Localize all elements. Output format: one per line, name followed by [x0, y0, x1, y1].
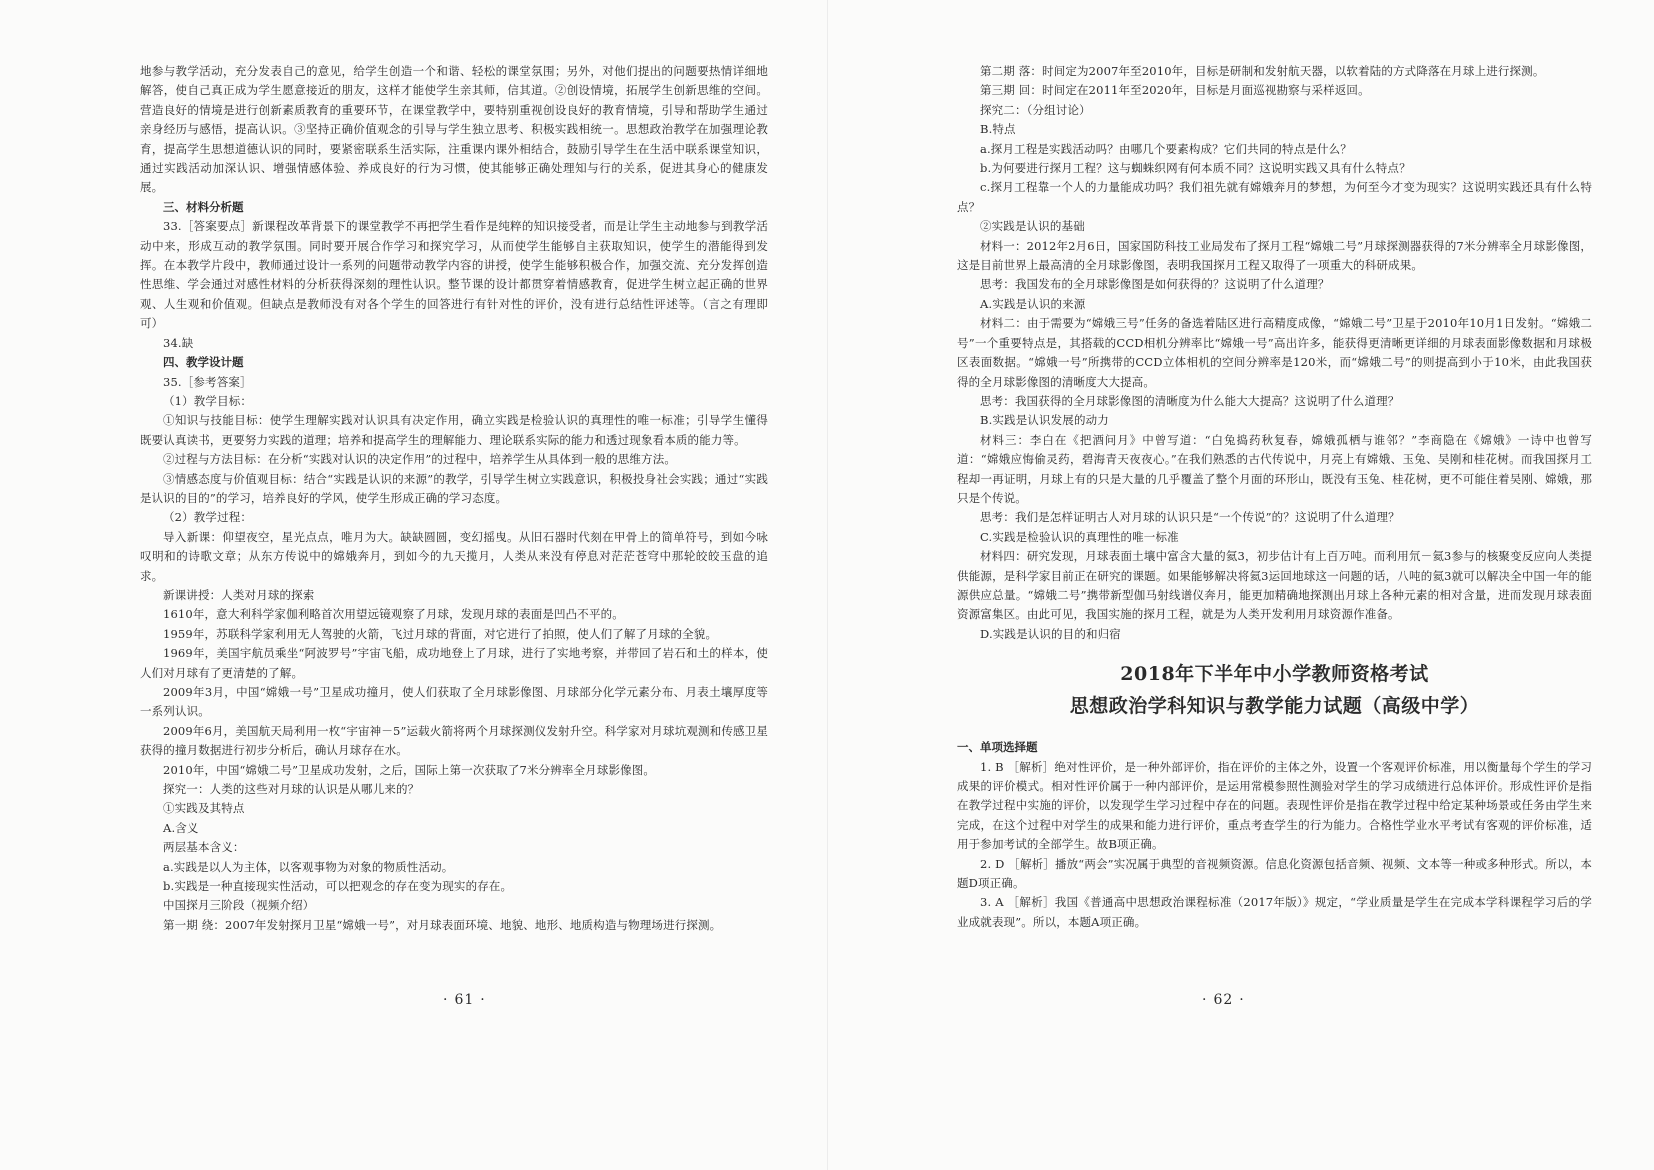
- paragraph: 材料三：李白在《把酒问月》中曾写道：“白兔捣药秋复春，嫦娥孤栖与谁邻？”李商隐在《嫦娥》一诗中也曾写道：“嫦娥应悔偷灵药，碧海青天夜夜心。”在我们熟悉的古代传说中，月亮上有嫦娥、玉兔、吴刚和桂花树。而我国探月工程却一再证明，月球上有的只是大量的几乎覆盖了整个月面的环形山，既没有玉兔、桂花树，更不可能住着吴刚、嫦娥，那只是个传说。: [957, 432, 1592, 505]
- paragraph: a.实践是以人为主体，以客观事物为对象的物质性活动。: [163, 859, 454, 874]
- paragraph: 34.缺: [163, 335, 194, 350]
- paragraph: 思考：我国获得的全月球影像图的清晰度为什么能大大提高？这说明了什么道理？: [980, 393, 1400, 408]
- paragraph: a.探月工程是实践活动吗？由哪几个要素构成？它们共同的特点是什么？: [980, 141, 1352, 156]
- paragraph: b.为何要进行探月工程？这与蜘蛛织网有何本质不同？这说明实践又具有什么特点？: [980, 161, 1411, 176]
- left-page-number-value: 61: [454, 992, 475, 1008]
- paragraph: 材料四：研究发现，月球表面土壤中富含大量的氦3，初步估计有上百万吨。而利用氘－氦3参与的核聚变反应向人类提供能源，是科学家目前正在研究的课题。如果能够解决将氦3运回地球这一问题的话，八吨的氦3就可以解决全中国一年的能源供应总量。“嫦娥二号”携带新型伽马射线谱仪奔月，能更加精确地探测出月球上各种元素的相对含量，进而发现月球表面资源富集区。由此可见，我国实施的探月工程，就是为人类开发利用月球资源作准备。: [957, 549, 1592, 622]
- paragraph: 2. D ［解析］播放“两会”实况属于典型的音视频资源。信息化资源包括音频、视频、文本等一种或多种形式。所以，本题D项正确。: [957, 856, 1592, 891]
- paragraph: D.实践是认识的目的和归宿: [980, 626, 1121, 641]
- paragraph: 33.［答案要点］新课程改革背景下的课堂教学不再把学生看作是纯粹的知识接受者，而是让学生主动地参与到教学活动中来，形成互动的教学氛围。同时要开展合作学习和探究学习，从而使学生能够自主获取知识，使学生的潜能得到发挥。在本教学片段中，教师通过设计一系列的问题带动教学内容的讲授，使学生能够积极合作，加强交流、充分发挥创造性思维、学会通过对感性材料的分析获得深刻的理性认识。整节课的设计都贯穿着情感教育，促进学生树立起正确的世界观、人生观和价值观。但缺点是教师没有对各个学生的回答进行有针对性的评价，没有进行总结性评述等。（言之有理即可）: [140, 219, 768, 331]
- paragraph: 材料一：2012年2月6日，国家国防科技工业局发布了探月工程“嫦娥二号”月球探测器获得的7米分辨率全月球影像图，这是目前世界上最高清的全月球影像图，表明我国探月工程又取得了一项重大的科研成果。: [957, 238, 1592, 273]
- paragraph: 思考：我们是怎样证明古人对月球的认识只是“一个传说”的？这说明了什么道理？: [980, 510, 1400, 525]
- paragraph: 第三期 回：时间定在2011年至2020年，目标是月面巡视勘察与采样返回。: [980, 83, 1370, 98]
- paragraph: 材料二：由于需要为“嫦娥三号”任务的备选着陆区进行高精度成像，“嫦娥二号”卫星于2010年10月1日发射。“嫦娥二号”一个重要特点是，其搭载的CCD相机分辨率比“嫦娥一号”高出许多，能获得更清晰更详细的月球表面影像数据和月球极区表面数据。“嫦娥一号”所携带的CCD立体相机的空间分辨率是120米，而“嫦娥二号”的则提高到小于10米，由此我国获得的全月球影像图的清晰度大大提高。: [957, 316, 1592, 389]
- section-heading: 一、单项选择题: [957, 740, 1038, 755]
- paragraph: 1. B ［解析］绝对性评价，是一种外部评价，指在评价的主体之外，设置一个客观评价标准，用以衡量每个学生的学习成果的评价模式。相对性评价属于一种内部评价，是运用常模参照性测验对学生的学习成绩进行总体评价。形成性评价是指在教学过程中实施的评价，以发现学生学习过程中存在的问题。表现性评价是指在教学过程中给定某种场景或任务由学生来完成，在这个过程中对学生的成果和能力进行评价，重点考查学生的行为能力。合格性学业水平考试有客观的评价标准，适用于参加考试的全部学生。故B项正确。: [957, 759, 1592, 852]
- paragraph: 探究一：人类的这些对月球的认识是从哪儿来的？: [163, 782, 420, 797]
- paragraph: 两层基本含义：: [163, 840, 245, 855]
- exam-title-block: [957, 658, 1592, 722]
- paragraph: 2009年3月，中国“嫦娥一号”卫星成功撞月，使人们获取了全月球影像图、月球部分化学元素分布、月表土壤厚度等一系列认识。: [140, 685, 768, 719]
- right-page-text: [957, 62, 1592, 932]
- paragraph: c.探月工程靠一个人的力量能成功吗？我们祖先就有嫦娥奔月的梦想，为何至今才变为现实？这说明实践还具有什么特点？: [957, 180, 1592, 214]
- right-page-number: · 62 ·: [1202, 992, 1245, 1008]
- paragraph: C.实践是检验认识的真理性的唯一标准: [980, 529, 1179, 544]
- right-page: [827, 0, 1654, 1170]
- paragraph: 中国探月三阶段（视频介绍）: [163, 898, 315, 913]
- paragraph: 导入新课：仰望夜空，星光点点，唯月为大。缺缺圆圆，变幻摇曳。从旧石器时代刻在甲骨上的简单符号，到如今咏叹明和的诗歌文章；从东方传说中的嫦娥奔月，到如今的九天揽月，人类从来没有停息对茫茫苍穹中那轮皎皎玉盘的追求。: [140, 529, 768, 583]
- paragraph: B.实践是认识发展的动力: [980, 413, 1109, 428]
- section-heading: 三、材料分析题: [163, 199, 244, 214]
- right-page-paragraphs: [957, 62, 1592, 644]
- paragraph: 第二期 落：时间定为2007年至2010年，目标是研制和发射航天器，以软着陆的方式降落在月球上进行探测。: [980, 64, 1545, 78]
- paragraph: 探究二：（分组讨论）: [980, 102, 1091, 117]
- paragraph: A.含义: [163, 820, 199, 835]
- paragraph: （2）教学过程：: [163, 510, 253, 525]
- left-page-number: · 61 ·: [443, 992, 486, 1008]
- exam-title-line-2: 思想政治学科知识与教学能力试题（高级中学）: [1069, 695, 1480, 718]
- paragraph: B.特点: [980, 122, 1016, 137]
- paragraph: 第一期 绕：2007年发射探月卫星“嫦娥一号”，对月球表面环境、地貌、地形、地质构造与物理场进行探测。: [163, 917, 722, 932]
- paragraph: 1969年，美国宇航员乘坐“阿波罗号”宇宙飞船，成功地登上了月球，进行了实地考察，并带回了岩石和土的样本，使人们对月球有了更清楚的了解。: [140, 646, 768, 680]
- paragraph: ②过程与方法目标：在分析“实践对认识的决定作用”的过程中，培养学生从具体到一般的思维方法。: [163, 452, 677, 467]
- paragraph: A.实践是认识的来源: [980, 296, 1086, 311]
- paragraph: 2009年6月，美国航天局利用一枚“宇宙神－5”运载火箭将两个月球探测仪发射升空。科学家对月球坑观测和传感卫星获得的撞月数据进行初步分析后，确认月球存在水。: [140, 723, 768, 758]
- right-page-number-value: 62: [1213, 992, 1234, 1008]
- paragraph: 3. A ［解析］我国《普通高中思想政治课程标准（2017年版）》规定，“学业质量是学生在完成本学科课程学习后的学业成就表现”。所以，本题A项正确。: [957, 895, 1592, 929]
- section-heading: 四、教学设计题: [163, 355, 244, 370]
- paragraph: 思考：我国发布的全月球影像图是如何获得的？这说明了什么道理？: [980, 277, 1330, 292]
- answer-explanations: [957, 758, 1592, 933]
- paragraph: ①知识与技能目标：使学生理解实践对认识具有决定作用，确立实践是检验认识的真理性的唯一标准；引导学生懂得既要认真读书，更要努力实践的道理；培养和提高学生的理解能力、理论联系实际的能力和透过现象看本质的能力等。: [140, 413, 768, 447]
- paragraph: ③情感态度与价值观目标：结合“实践是认识的来源”的教学，引导学生树立实践意识，积极投身社会实践；通过“实践是认识的目的”的学习，培养良好的学风，使学生形成正确的学习态度。: [140, 471, 768, 505]
- paragraph: 2010年，中国“嫦娥二号”卫星成功发射，之后，国际上第一次获取了7米分辨率全月球影像图。: [163, 762, 656, 777]
- left-page-text: [140, 62, 768, 935]
- paragraph: 新课讲授：人类对月球的探索: [163, 587, 315, 602]
- paragraph: b.实践是一种直接现实性活动，可以把观念的存在变为现实的存在。: [163, 879, 513, 894]
- paragraph: 35.［参考答案］: [163, 374, 252, 389]
- paragraph: ②实践是认识的基础: [980, 219, 1085, 234]
- paragraph: 地参与教学活动，充分发表自己的意见，给学生创造一个和谐、轻松的课堂氛围；另外，对他们提出的问题要热情详细地解答，使自己真正成为学生愿意接近的朋友，这样才能使学生亲其师，信其道。②创设情境，拓展学生创新思维的空间。营造良好的情境是进行创新素质教育的重要环节，在课堂教学中，要特别重视创设良好的教育情境，引导和帮助学生通过亲身经历与感悟，提高认识。③坚持正确价值观念的引导与学生独立思考、积极实践相统一。思想政治教学在加强理论教育，提高学生思想道德认识的同时，要紧密联系生活实际，注重课内课外相结合，鼓励引导学生在生活中联系课堂知识，通过实践活动加深认识、增强情感体验、养成良好的行为习惯，使其能够正确处理知与行的关系，促进其身心的健康发展。: [140, 64, 768, 195]
- exam-title-line-1: 2018年下半年中小学教师资格考试: [1120, 663, 1429, 686]
- paragraph: 1610年，意大利科学家伽利略首次用望远镜观察了月球，发现月球的表面是凹凸不平的。: [163, 607, 624, 622]
- paragraph: （1）教学目标：: [163, 393, 253, 408]
- paragraph: 1959年，苏联科学家利用无人驾驶的火箭，飞过月球的背面，对它进行了拍照，使人们了解了月球的全貌。: [163, 626, 718, 641]
- paragraph: ①实践及其特点: [163, 801, 245, 816]
